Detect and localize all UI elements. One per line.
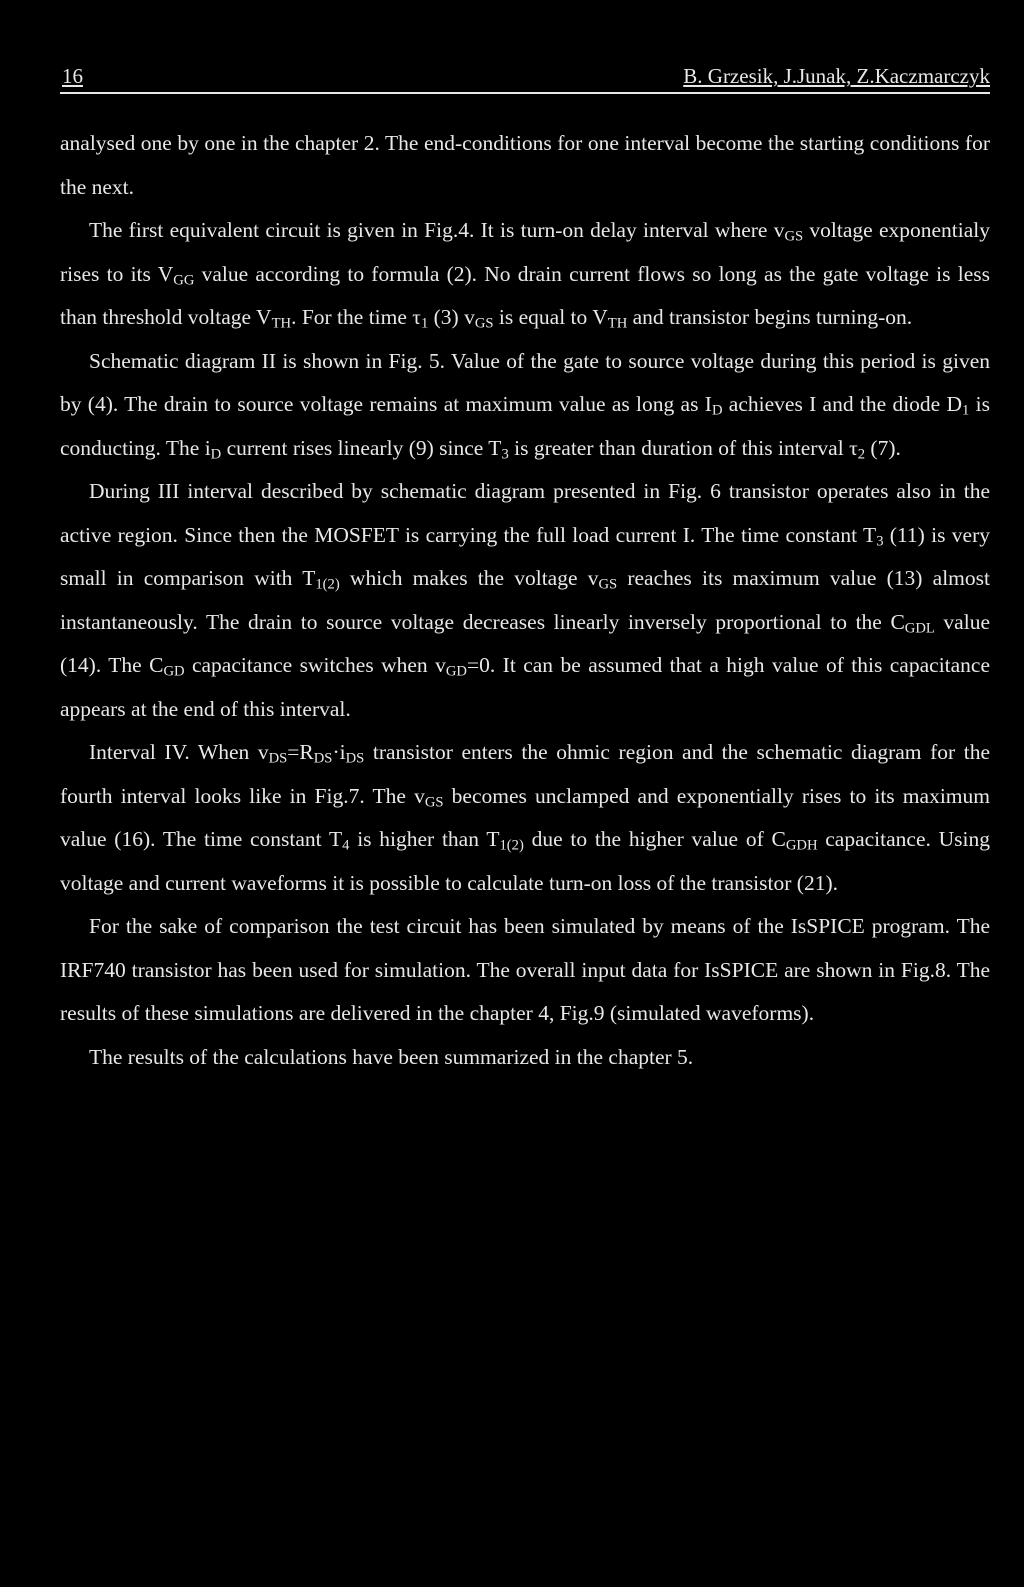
subscript: DS — [313, 750, 333, 767]
text-run: . For the time τ — [291, 305, 421, 329]
text-run: capacitance. Using voltage and current waveforms it is possible to calculate turn-on loss of the transistor (21). — [60, 827, 990, 895]
text-run: During III interval described by schematic diagram presented in Fig. 6 transistor operates also in the active region. Since then the MOSFET is carrying the full load current I. The time constant T — [60, 479, 990, 547]
text-run: is conducting. The i — [60, 392, 990, 460]
text-run: For the sake of comparison the test circuit has been simulated by means of the IsSPICE program. The IRF740 transistor has been used for simulation. The overall input data for IsSPICE are shown in Fig.8. The results of these simulations are delivered in the chapter 4, Fig.9 (simulated waveforms). — [60, 914, 990, 1025]
subscript: DS — [268, 750, 288, 767]
text-run: =R — [287, 740, 314, 764]
paragraph-5 — [60, 731, 990, 905]
subscript: GS — [424, 794, 444, 811]
subscript: GG — [173, 272, 195, 289]
text-run: transistor enters the ohmic region and the schematic diagram for the fourth interval looks like in Fig.7. The v — [60, 740, 991, 808]
text-run: The results of the calculations have been summarized in the chapter 5. — [89, 1044, 694, 1069]
subscript: GS — [784, 228, 804, 245]
subscript: TH — [607, 315, 628, 332]
text-run: current rises linearly (9) since T — [221, 435, 502, 460]
subscript: 3 — [876, 533, 884, 550]
text-run: voltage exponentialy rises to its V — [60, 218, 990, 286]
running-header-authors: B. Grzesik, J.Junak, Z.Kaczmarczyk — [683, 64, 990, 88]
text-run: value (14). The C — [60, 609, 990, 677]
paragraph-3 — [60, 340, 990, 471]
text-run: is equal to V — [493, 305, 608, 329]
paragraph-2 — [60, 209, 990, 340]
running-header — [60, 62, 990, 94]
subscript: GS — [474, 315, 494, 332]
text-run: Schematic diagram II is shown in Fig. 5. Value of the gate to source voltage during this period is given by (4). The drain to source voltage remains at maximum value as long as I — [60, 348, 990, 416]
subscript: GDH — [785, 837, 818, 854]
subscript: 1(2) — [315, 576, 340, 593]
text-run: The first equivalent circuit is given in Fig.4. It is turn-on delay interval where v — [89, 218, 785, 242]
text-run: due to the higher value of C — [523, 827, 786, 851]
text-run: which makes the voltage v — [339, 566, 599, 590]
text-run: is higher than T — [349, 827, 500, 851]
subscript: GS — [598, 576, 618, 593]
text-run: becomes unclamped and exponentially rises to its maximum value (16). The time constant T — [60, 783, 990, 851]
subscript: 1(2) — [499, 837, 524, 854]
text-run: value according to formula (2). No drain current flows so long as the gate voltage is less than threshold voltage V — [60, 261, 990, 329]
subscript: 2 — [857, 446, 866, 463]
text-run: (11) is very small in comparison with T — [60, 522, 990, 590]
subscript: 3 — [501, 446, 509, 463]
subscript: 4 — [342, 837, 350, 854]
subscript: GD — [163, 663, 185, 680]
text-run: achieves I and the diode D — [722, 392, 963, 416]
text-run: and transistor begins turning-on. — [627, 305, 913, 329]
text-run: is greater than duration of this interval τ — [508, 435, 858, 460]
subscript: 1 — [962, 402, 970, 419]
paragraph-4 — [60, 470, 990, 731]
body-text — [60, 122, 990, 1079]
page-number: 16 — [62, 64, 83, 88]
text-run: (3) v — [428, 305, 475, 329]
paragraph-7 — [60, 1036, 990, 1080]
text-run: reaches its maximum value (13) almost instantaneously. The drain to source voltage decreases linearly inversely proportional to the C — [60, 566, 990, 634]
text-run: ·i — [332, 740, 346, 764]
paragraph-6 — [60, 905, 990, 1036]
subscript: 1 — [420, 315, 429, 332]
subscript: TH — [271, 315, 292, 332]
text-run: Interval IV. When v — [89, 740, 269, 764]
subscript: D — [210, 446, 222, 463]
subscript: GDL — [904, 620, 935, 637]
text-run: capacitance switches when v — [184, 653, 446, 677]
text-run: (7). — [865, 435, 901, 460]
subscript: GD — [445, 663, 467, 680]
text-run: =0. It can be assumed that a high value of this capacitance appears at the end of this interval. — [60, 653, 991, 721]
paragraph-1 — [60, 122, 990, 209]
subscript: D — [711, 402, 723, 419]
subscript: DS — [345, 750, 365, 767]
text-run: analysed one by one in the chapter 2. The end-conditions for one interval become the starting conditions for the next. — [60, 131, 990, 199]
